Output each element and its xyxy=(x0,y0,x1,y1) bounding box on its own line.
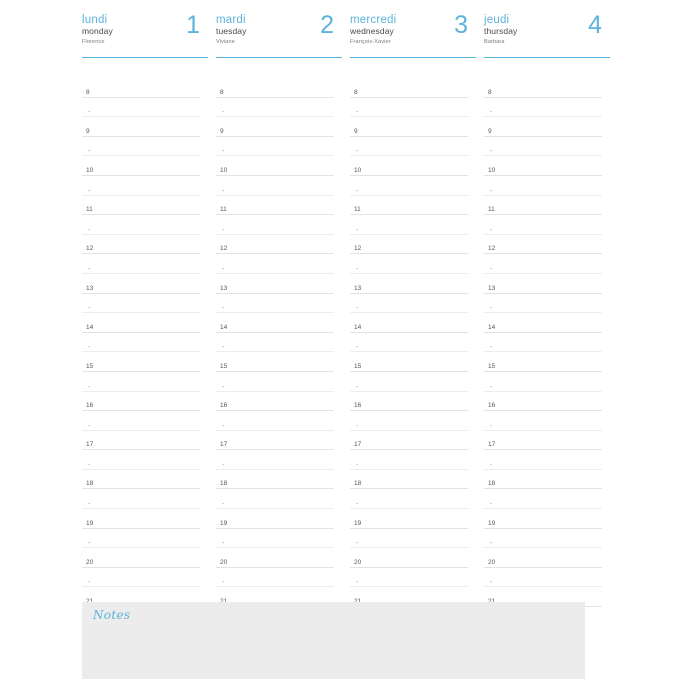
time-slot[interactable] xyxy=(82,450,208,470)
time-slot[interactable] xyxy=(216,313,342,333)
time-slot-label: - xyxy=(490,109,493,117)
time-slot-label: - xyxy=(490,187,493,195)
time-slot[interactable] xyxy=(82,196,208,216)
time-slot[interactable] xyxy=(350,411,476,431)
time-slot[interactable] xyxy=(216,98,342,118)
time-slot[interactable] xyxy=(216,137,342,157)
time-slot-label: 9 xyxy=(220,127,224,135)
time-slot[interactable] xyxy=(350,254,476,274)
time-slot-label: 16 xyxy=(488,402,496,410)
time-slot-label: - xyxy=(222,540,225,548)
saint-name: François-Xavier xyxy=(350,39,391,45)
time-slot[interactable] xyxy=(82,333,208,353)
day-column xyxy=(484,11,618,588)
time-slot[interactable] xyxy=(82,98,208,118)
time-slot-label: 20 xyxy=(86,558,94,566)
time-slot[interactable] xyxy=(484,548,610,568)
time-slot[interactable] xyxy=(350,392,476,412)
time-slot-label: 15 xyxy=(488,362,496,370)
time-slot-label: 15 xyxy=(86,362,94,370)
time-slot-label: 14 xyxy=(86,323,94,331)
time-slot[interactable] xyxy=(350,509,476,529)
time-slot[interactable] xyxy=(82,352,208,372)
time-slot[interactable] xyxy=(216,215,342,235)
time-slot[interactable] xyxy=(216,431,342,451)
time-slot[interactable] xyxy=(350,137,476,157)
time-slot[interactable] xyxy=(82,156,208,176)
time-slot-label: - xyxy=(490,501,493,509)
time-slot-label: 19 xyxy=(488,519,496,527)
time-slot[interactable] xyxy=(216,352,342,372)
day-number: 4 xyxy=(588,11,602,39)
day-name-fr: mercredi xyxy=(350,14,397,26)
time-slot[interactable] xyxy=(216,548,342,568)
time-slot[interactable] xyxy=(216,333,342,353)
time-slot[interactable] xyxy=(484,489,610,509)
time-slot[interactable] xyxy=(350,196,476,216)
time-slot[interactable] xyxy=(82,176,208,196)
time-slot-label: 11 xyxy=(488,206,495,214)
time-slot-label: - xyxy=(222,383,225,391)
time-slot[interactable] xyxy=(350,352,476,372)
time-slot-label: 16 xyxy=(220,402,228,410)
time-slot-label: - xyxy=(88,461,91,469)
time-slot-label: 8 xyxy=(488,88,492,96)
time-slot-label: 12 xyxy=(354,245,362,253)
time-slot-label: 20 xyxy=(488,558,496,566)
time-slot[interactable] xyxy=(82,411,208,431)
time-slot-label: - xyxy=(356,109,359,117)
time-slot-label: 15 xyxy=(354,362,362,370)
time-slot-label: 8 xyxy=(220,88,224,96)
day-name-fr: jeudi xyxy=(484,14,510,26)
time-slot[interactable] xyxy=(484,411,610,431)
notes-area[interactable] xyxy=(82,602,585,679)
time-slot[interactable] xyxy=(350,372,476,392)
time-slot-label: - xyxy=(356,265,359,273)
time-slot[interactable] xyxy=(82,235,208,255)
time-slot[interactable] xyxy=(216,156,342,176)
time-slot-label: 17 xyxy=(488,441,496,449)
notes-label: Notes xyxy=(93,608,131,622)
time-slot[interactable] xyxy=(350,176,476,196)
time-slot[interactable] xyxy=(350,431,476,451)
time-slot-label: - xyxy=(356,305,359,313)
time-slot-label: 15 xyxy=(220,362,228,370)
time-slot-label: 19 xyxy=(354,519,362,527)
day-name-en: monday xyxy=(82,26,113,36)
time-slot[interactable] xyxy=(484,450,610,470)
time-slot-label: - xyxy=(222,422,225,430)
time-slot-label: 13 xyxy=(86,284,94,292)
time-slot[interactable] xyxy=(350,529,476,549)
time-slot[interactable] xyxy=(216,274,342,294)
time-slot[interactable] xyxy=(82,509,208,529)
saint-name: Barbara xyxy=(484,39,505,45)
day-header xyxy=(484,11,610,58)
time-slot-label: - xyxy=(356,461,359,469)
time-slot-list xyxy=(82,58,208,607)
time-slot-label: - xyxy=(88,109,91,117)
time-slot[interactable] xyxy=(82,274,208,294)
time-slot[interactable] xyxy=(82,215,208,235)
time-slot-label: - xyxy=(88,383,91,391)
time-slot-label: - xyxy=(88,501,91,509)
time-slot-label: 8 xyxy=(354,88,358,96)
time-slot[interactable] xyxy=(350,568,476,588)
time-slot[interactable] xyxy=(216,509,342,529)
time-slot[interactable] xyxy=(484,313,610,333)
time-slot[interactable] xyxy=(350,294,476,314)
time-slot[interactable] xyxy=(216,254,342,274)
time-slot[interactable] xyxy=(484,156,610,176)
time-slot[interactable] xyxy=(350,548,476,568)
time-slot-label: 14 xyxy=(354,323,362,331)
time-slot-label: 18 xyxy=(488,480,496,488)
time-slot-label: 9 xyxy=(86,127,90,135)
time-slot[interactable] xyxy=(82,254,208,274)
time-slot-label: - xyxy=(356,579,359,587)
time-slot-label: - xyxy=(490,226,493,234)
time-slot-label: 18 xyxy=(86,480,94,488)
day-header xyxy=(82,11,208,58)
time-slot[interactable] xyxy=(82,137,208,157)
day-name-fr: mardi xyxy=(216,14,246,26)
time-slot-label: 16 xyxy=(86,402,94,410)
time-slot-label: - xyxy=(222,226,225,234)
time-slot[interactable] xyxy=(216,529,342,549)
time-slot[interactable] xyxy=(216,392,342,412)
day-column xyxy=(216,11,350,588)
time-slot[interactable] xyxy=(82,313,208,333)
time-slot-label: 12 xyxy=(86,245,94,253)
day-name-en: tuesday xyxy=(216,26,247,36)
time-slot[interactable] xyxy=(484,470,610,490)
time-slot-label: - xyxy=(88,148,91,156)
day-header xyxy=(350,11,476,58)
day-number: 1 xyxy=(186,11,200,39)
time-slot-label: 14 xyxy=(488,323,496,331)
time-slot-list xyxy=(216,58,342,607)
time-slot-label: - xyxy=(490,344,493,352)
time-slot-label: - xyxy=(356,148,359,156)
day-number: 3 xyxy=(454,11,468,39)
time-slot[interactable] xyxy=(216,489,342,509)
time-slot-label: 13 xyxy=(354,284,362,292)
day-column xyxy=(82,11,216,588)
time-slot-label: 9 xyxy=(488,127,492,135)
time-slot[interactable] xyxy=(82,470,208,490)
time-slot-label: - xyxy=(356,540,359,548)
time-slot-label: - xyxy=(222,461,225,469)
time-slot[interactable] xyxy=(216,78,342,98)
time-slot[interactable] xyxy=(350,333,476,353)
time-slot[interactable] xyxy=(484,294,610,314)
saint-name: Florence xyxy=(82,39,105,45)
day-name-fr: lundi xyxy=(82,14,108,26)
time-slot[interactable] xyxy=(216,176,342,196)
time-slot[interactable] xyxy=(350,450,476,470)
time-slot-label: - xyxy=(490,579,493,587)
time-slot-list xyxy=(350,58,476,607)
time-slot-label: 20 xyxy=(354,558,362,566)
time-slot[interactable] xyxy=(484,137,610,157)
time-slot[interactable] xyxy=(484,568,610,588)
time-slot-label: - xyxy=(88,226,91,234)
day-column xyxy=(350,11,484,588)
time-slot[interactable] xyxy=(216,411,342,431)
day-name-en: wednesday xyxy=(350,26,394,36)
time-slot-label: - xyxy=(222,579,225,587)
time-slot-label: - xyxy=(222,305,225,313)
time-slot[interactable] xyxy=(82,372,208,392)
time-slot[interactable] xyxy=(350,78,476,98)
day-number: 2 xyxy=(320,11,334,39)
time-slot[interactable] xyxy=(82,78,208,98)
time-slot-label: - xyxy=(222,344,225,352)
time-slot[interactable] xyxy=(484,98,610,118)
time-slot[interactable] xyxy=(216,372,342,392)
time-slot[interactable] xyxy=(216,117,342,137)
time-slot-label: 17 xyxy=(220,441,228,449)
time-slot-label: - xyxy=(356,187,359,195)
time-slot-label: 12 xyxy=(220,245,228,253)
time-slot[interactable] xyxy=(350,117,476,137)
time-slot-label: - xyxy=(88,579,91,587)
time-slot[interactable] xyxy=(82,294,208,314)
time-slot[interactable] xyxy=(484,215,610,235)
time-slot-label: - xyxy=(356,344,359,352)
day-columns xyxy=(82,11,618,588)
time-slot[interactable] xyxy=(350,215,476,235)
time-slot[interactable] xyxy=(484,431,610,451)
time-slot-label: 16 xyxy=(354,402,362,410)
time-slot-label: - xyxy=(222,109,225,117)
time-slot[interactable] xyxy=(484,274,610,294)
time-slot[interactable] xyxy=(484,117,610,137)
time-slot[interactable] xyxy=(82,431,208,451)
time-slot-label: - xyxy=(490,540,493,548)
time-slot[interactable] xyxy=(216,568,342,588)
time-slot-label: 18 xyxy=(220,480,228,488)
time-slot-list xyxy=(484,58,610,607)
time-slot[interactable] xyxy=(82,489,208,509)
time-slot-label: - xyxy=(222,148,225,156)
time-slot-label: 17 xyxy=(86,441,94,449)
time-slot[interactable] xyxy=(82,117,208,137)
time-slot-label: - xyxy=(88,305,91,313)
time-slot[interactable] xyxy=(484,78,610,98)
time-slot[interactable] xyxy=(484,235,610,255)
time-slot-label: 10 xyxy=(354,166,362,174)
time-slot[interactable] xyxy=(216,294,342,314)
time-slot[interactable] xyxy=(350,470,476,490)
time-slot-label: 13 xyxy=(220,284,228,292)
time-slot[interactable] xyxy=(350,156,476,176)
time-slot-label: 14 xyxy=(220,323,228,331)
time-slot[interactable] xyxy=(484,352,610,372)
time-slot-label: 17 xyxy=(354,441,362,449)
time-slot-label: 18 xyxy=(354,480,362,488)
time-slot-label: 11 xyxy=(220,206,227,214)
time-slot-label: 10 xyxy=(86,166,94,174)
time-slot-label: - xyxy=(490,148,493,156)
time-slot[interactable] xyxy=(82,392,208,412)
time-slot[interactable] xyxy=(82,568,208,588)
time-slot-label: 8 xyxy=(86,88,90,96)
time-slot-label: - xyxy=(490,305,493,313)
time-slot-label: - xyxy=(222,187,225,195)
time-slot-label: - xyxy=(356,383,359,391)
time-slot[interactable] xyxy=(484,372,610,392)
time-slot-label: - xyxy=(356,501,359,509)
time-slot-label: 19 xyxy=(86,519,94,527)
time-slot-label: 11 xyxy=(354,206,361,214)
time-slot-label: 10 xyxy=(488,166,496,174)
planner-grid xyxy=(82,11,618,684)
time-slot[interactable] xyxy=(216,196,342,216)
time-slot-label: - xyxy=(356,422,359,430)
time-slot-label: 10 xyxy=(220,166,228,174)
time-slot[interactable] xyxy=(216,235,342,255)
time-slot-label: - xyxy=(88,422,91,430)
time-slot[interactable] xyxy=(82,529,208,549)
time-slot-label: 19 xyxy=(220,519,228,527)
time-slot-label: - xyxy=(490,265,493,273)
time-slot[interactable] xyxy=(216,450,342,470)
time-slot[interactable] xyxy=(216,470,342,490)
day-name-en: thursday xyxy=(484,26,518,36)
time-slot-label: - xyxy=(88,265,91,273)
time-slot[interactable] xyxy=(350,98,476,118)
time-slot[interactable] xyxy=(484,392,610,412)
time-slot[interactable] xyxy=(350,313,476,333)
day-header xyxy=(216,11,342,58)
time-slot-label: - xyxy=(490,383,493,391)
time-slot-label: 13 xyxy=(488,284,496,292)
time-slot-label: - xyxy=(222,265,225,273)
time-slot-label: - xyxy=(88,540,91,548)
time-slot[interactable] xyxy=(350,274,476,294)
time-slot-label: 20 xyxy=(220,558,228,566)
time-slot[interactable] xyxy=(484,176,610,196)
time-slot[interactable] xyxy=(82,548,208,568)
time-slot[interactable] xyxy=(484,254,610,274)
time-slot[interactable] xyxy=(484,509,610,529)
time-slot-label: 11 xyxy=(86,206,93,214)
time-slot-label: 9 xyxy=(354,127,358,135)
time-slot-label: - xyxy=(490,461,493,469)
time-slot-label: - xyxy=(490,422,493,430)
time-slot-label: - xyxy=(356,226,359,234)
time-slot[interactable] xyxy=(350,235,476,255)
time-slot-label: - xyxy=(88,344,91,352)
time-slot[interactable] xyxy=(350,489,476,509)
time-slot[interactable] xyxy=(484,196,610,216)
time-slot-label: 12 xyxy=(488,245,496,253)
time-slot-label: - xyxy=(88,187,91,195)
saint-name: Viviane xyxy=(216,39,235,45)
time-slot[interactable] xyxy=(484,529,610,549)
time-slot[interactable] xyxy=(484,333,610,353)
time-slot-label: - xyxy=(222,501,225,509)
